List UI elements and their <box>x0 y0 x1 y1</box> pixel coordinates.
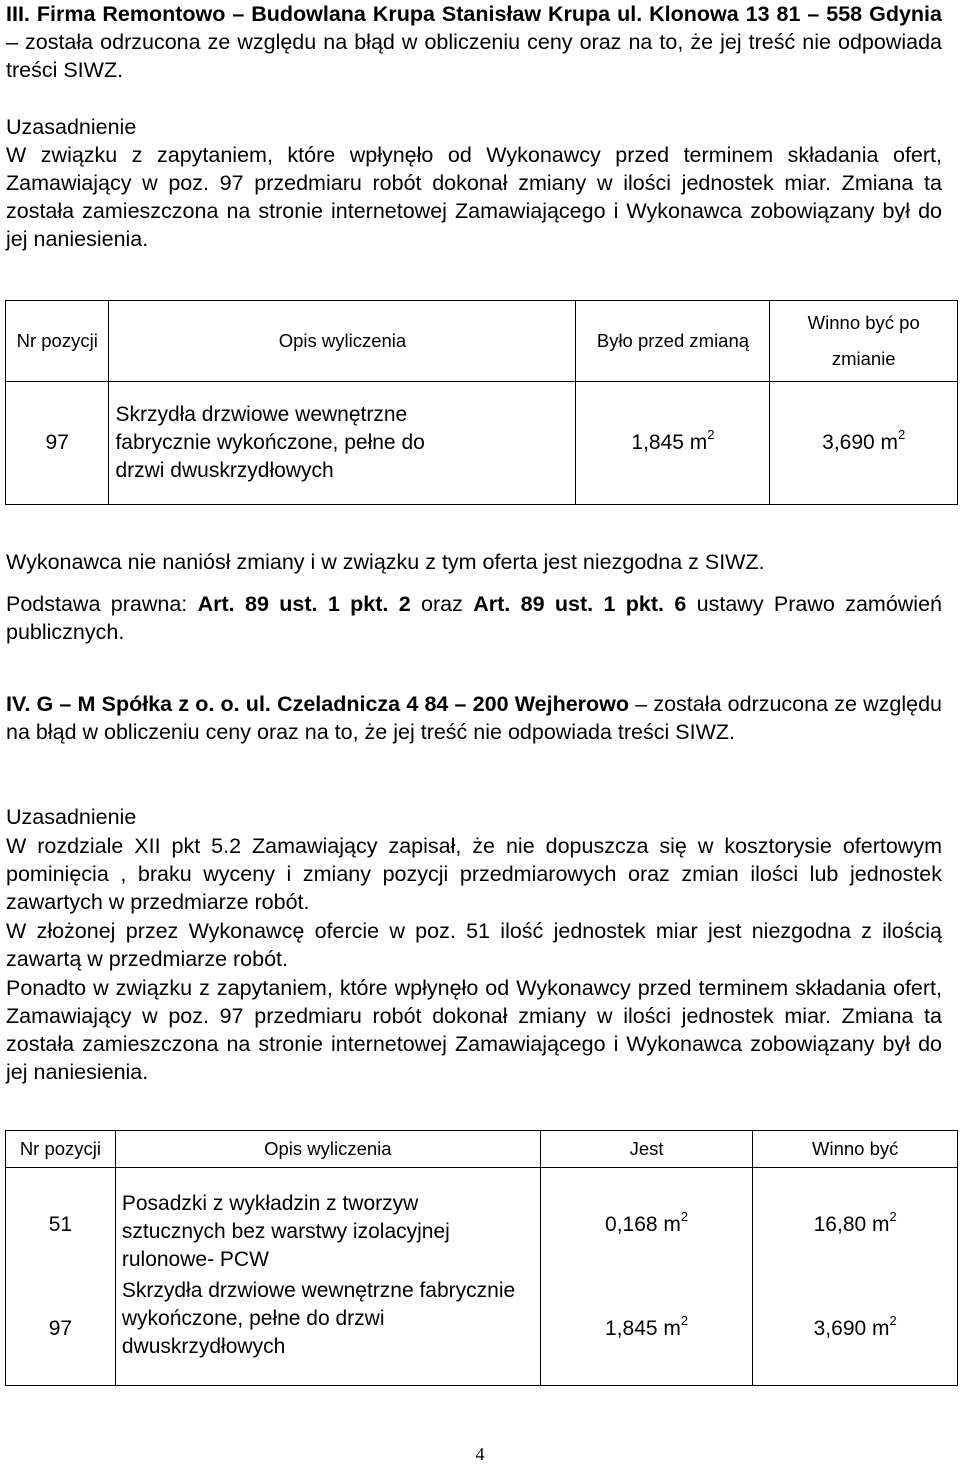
section-4-justification-text-1: W rozdziale XII pkt 5.2 Zamawiający zapisał, że nie dopuszcza się w kosztorysie ofertowym pominięcia , braku wyceny i zmiany pozycji przedmiarowych oraz zmian ilości lub jednostek zawartych w przedmiarze robót. <box>6 834 942 914</box>
row-2-winno <box>753 1277 957 1381</box>
row-2-opis: Skrzydła drzwiowe wewnętrzne fabrycznie wykończone, pełne do drzwi dwuskrzydłowych <box>121 1278 516 1358</box>
column-header: Opis wyliczenia <box>115 1131 540 1168</box>
section-3-justification-text: W związku z zapytaniem, które wpłynęło od Wykonawcy przed terminem składania ofert, Zamawiający w poz. 97 przedmiaru robót dokonał zmiany w ilości jednostek miar. Zmiana ta została zamieszczona na stronie internetowej Zamawiającego i Wykonawca zobowiązany był do jej naniesienia. <box>6 143 942 251</box>
value-winno: 3,690 m <box>822 431 899 454</box>
page-number: 4 <box>475 1444 485 1464</box>
table-header-row <box>6 1131 958 1168</box>
section-4-number: IV. <box>6 692 31 716</box>
section-3-firm: Firma Remontowo – Budowlana Krupa Stanisław Krupa <box>36 2 611 26</box>
section-3-conclusion: Wykonawca nie naniósł zmiany i w związku z tym oferta jest niezgodna z SIWZ. <box>6 550 765 574</box>
table-cell-winno <box>770 382 958 505</box>
column-header: Winno być <box>753 1131 958 1168</box>
column-header: Opis wyliczenia <box>109 301 576 382</box>
column-header: Nr pozycji <box>6 301 109 382</box>
table-cell-nr: 97 <box>6 382 109 505</box>
legal-prefix: Podstawa prawna: <box>6 592 188 616</box>
row-1-opis: Posadzki z wykładzin z tworzyw sztucznych bez warstwy izolacyjnej rulonowe- PCW <box>121 1191 450 1271</box>
section-3-number: III. <box>6 2 30 26</box>
row-2-nr: 97 <box>48 1316 73 1340</box>
column-header <box>770 301 958 382</box>
row-1-nr: 51 <box>48 1212 73 1236</box>
column-header: Jest <box>540 1131 753 1168</box>
superscript: 2 <box>680 1208 689 1224</box>
superscript: 2 <box>889 1208 897 1224</box>
section-4-justification-text-2: W złożonej przez Wykonawcę ofercie w poz. 51 ilość jednostek miar jest niezgodna z ilością zawartą w przedmiarze robót. <box>6 919 942 971</box>
table-row <box>6 382 958 505</box>
section-4-heading <box>6 690 942 746</box>
section-3-address: ul. Klonowa 13 81 – 558 Gdynia <box>617 2 942 26</box>
table-header-row <box>6 301 958 382</box>
value-bylo: 1,845 m <box>631 431 708 454</box>
value-jest: 1,845 m <box>605 1316 681 1340</box>
table-cell-nr <box>6 1168 116 1386</box>
section-3-heading <box>6 0 942 84</box>
column-header: Było przed zmianą <box>576 301 770 382</box>
section-4-rest: – została odrzucona ze względu na błąd w obliczeniu ceny oraz na to, że jej treść nie odpowiada treści SIWZ. <box>6 692 942 744</box>
column-header-line-1: Winno być po <box>807 312 920 333</box>
section-4-firm: G – M Spółka z o. o. ul. Czeladnicza 4 84 – 200 Wejherowo <box>36 692 630 716</box>
section-4-table <box>5 1130 958 1386</box>
superscript: 2 <box>889 1312 897 1328</box>
table-cell-opis <box>115 1168 540 1386</box>
row-1-winno <box>753 1173 957 1277</box>
superscript: 2 <box>898 427 906 442</box>
value-winno: 16,80 m <box>813 1212 890 1236</box>
legal-article-2: Art. 89 ust. 1 pkt. 6 <box>473 592 687 616</box>
row-1-jest <box>541 1173 753 1277</box>
value-winno: 3,690 m <box>813 1316 890 1340</box>
table-row <box>6 1168 958 1386</box>
section-3-justification-heading: Uzasadnienie <box>6 115 137 139</box>
section-3-rest: – została odrzucona ze względu na błąd w obliczeniu ceny oraz na to, że jej treść nie odpowiada treści SIWZ. <box>6 30 942 82</box>
column-header: Nr pozycji <box>6 1131 116 1168</box>
section-4-justification-heading: Uzasadnienie <box>6 805 137 829</box>
superscript: 2 <box>707 427 715 442</box>
table-cell-winno <box>753 1168 958 1386</box>
table-cell-opis-text: Skrzydła drzwiowe wewnętrzne fabrycznie wykończone, pełne do drzwi dwuskrzydłowych <box>115 403 425 482</box>
superscript: 2 <box>680 1312 689 1328</box>
legal-article-1: Art. 89 ust. 1 pkt. 2 <box>197 592 411 616</box>
table-cell-jest <box>540 1168 753 1386</box>
section-3-table <box>5 300 958 505</box>
section-4-justification-text-3: Ponadto w związku z zapytaniem, które wpłynęło od Wykonawcy przed terminem składania ofert, Zamawiający w poz. 97 przedmiaru robót dokonał zmiany w ilości jednostek miar. Zmiana ta została zamieszczona na stronie internetowej Zamawiającego i Wykonawca zobowiązany był do jej naniesienia. <box>6 976 942 1084</box>
row-2-jest <box>541 1277 753 1381</box>
legal-suffix: ustawy Prawo zamówień publicznych. <box>6 592 943 644</box>
table-cell-bylo <box>576 382 770 505</box>
table-cell-opis <box>109 382 576 505</box>
legal-oraz: oraz <box>421 592 463 616</box>
column-header-line-2: zmianie <box>831 348 896 369</box>
value-jest: 0,168 m <box>605 1212 681 1236</box>
section-3-legal-basis <box>6 590 942 646</box>
